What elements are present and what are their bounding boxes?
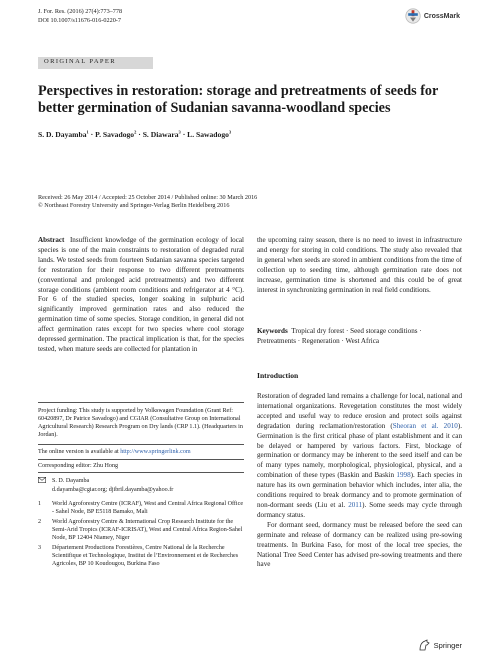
springerlink-link[interactable]: http://www.springerlink.com [120,449,191,455]
online-note [38,448,244,456]
author-separator: · [180,130,188,139]
keywords-text: Tropical dry forest · Seed storage conditions · Pretreatments · Regeneration · West Africa [257,327,422,345]
online-prefix: The online version is available at [38,449,121,455]
affiliation-text: World Agroforestry Centre (ICRAF), West and Central Africa Regional Office - Sahel Node, BP E5118 Bamako, Mali [52,501,244,515]
affiliation-text: Département Productions Forestières, Centre National de la Recherche Scientifique et Technologique, Institut de l’Environnement et de Recherches Agricoles, BP 10 Koudougou, Burkina Faso [52,545,239,567]
abstract-text-right: the upcoming rainy season, there is no need to invest in infrastructure and energy for storing in cold conditions. The study also revealed that in general when seeds are stored in ambient conditions from the time of collection up to seeding time, although germination rate does not increase, germination time is shortened and this could be of great interest in synchronizing germination in real field conditions. [257,236,462,294]
divider-contact [38,472,244,473]
author-name[interactable]: S. Diawara [142,130,179,139]
affiliation-item [38,500,244,516]
abstract-right [257,236,462,295]
crossmark-label: CrossMark [423,12,460,20]
publisher-name: Springer [433,640,462,650]
doi-line: DOI 10.1007/s11676-016-0220-7 [38,16,121,24]
footnote-divider [38,402,244,403]
keywords [257,327,462,347]
funding-text: Project funding: This study is supported by Volkswagen Foundation (Grant Ref: 60420897, Dr Patrice Savadogo) and CGIAR (Consultative Group on International Agricultural Research) Research Program on Dry lands (CRP 1.1). (Headquarters in Jordan). [38,408,243,438]
corresponding-author [38,477,244,570]
affiliation-number: 3 [38,545,42,551]
author-affiliation-mark: 1 [86,129,89,135]
introduction-paragraph-1: Restoration of degraded land remains a challenge for local, national and international organizations. Revegetation constitutes the most widely accepted and useful way to reduce erosion and protect soils against degradation during reclamation/restoration (Sheoran et al. 2010). Germination is the first critical phase of plant establishment and it can be delayed or hampered by various factors. First, blockage of germination or dormancy may be inherent to the seed itself and can be of many types namely, morphological, physiological, physical, and a combination of these types (Baskin and Baskin 1998). Each species in nature has its own germination behavior which includes, inter alia, the conditions required to break dormancy and to promote germination of non-dormant seeds (Liu et al. 2011). Some seeds may cycle through dormancy status. [257,392,462,519]
affiliation-number: 2 [38,519,42,525]
author-affiliation-mark: 3 [178,129,181,135]
abstract-left [38,236,244,355]
funding-note [38,407,244,439]
introduction-body [257,392,462,570]
corresponding-email[interactable]: d.dayamba@cgiar.org; djibril.dayamba@yahoo.fr [52,487,174,493]
author-name[interactable]: P. Savadogo [95,130,135,139]
crossmark-badge[interactable] [405,8,460,24]
abstract-label: Abstract [38,236,65,244]
editor-text: Corresponding editor: Zhu Hong [38,463,119,469]
journal-header [38,8,122,25]
editor-note [38,462,244,470]
crossmark-icon [405,8,421,24]
divider-editor [38,459,244,460]
author-affiliation-mark: 2 [134,129,137,135]
keywords-label: Keywords [257,327,288,335]
author-separator: · [136,130,143,139]
article-title: Perspectives in restoration: storage and pretreatments of seeds for better germination of Sudanian savanna-woodland species [38,83,439,116]
affiliation-item [38,544,244,568]
journal-citation: J. For. Res. (2016) 27(4):773–778 [38,8,123,15]
divider-online [38,444,244,445]
affiliation-text: World Agroforestry Centre & International Crop Research Institute for the Semi-Arid Tropics (ICRAF-ICRISAT), West and Central Africa Region-Sahel Node, BP 12404 Niamey, Niger [52,519,243,541]
author-name[interactable]: L. Sawadogo [187,130,229,139]
author-separator: · [88,130,96,139]
citation-link[interactable]: 2011 [348,500,363,509]
publication-dates [38,194,468,210]
springer-logo [418,639,462,651]
springer-horse-icon [418,639,430,651]
article-type-badge [38,57,153,69]
abstract-text-left: Insufficient knowledge of the germination ecology of local species is one of the main constraints to restoration of degraded rural lands. We tested seeds from fourteen Sudanian savanna species targeted for restoration for their response to two different pretreatments (conventional and prolonged acid pretreatments) and two different storage conditions (ambient room conditions and refrigerator at 4 °C). For 6 of the studied species, longer soaking in sulphuric acid significantly improved germination rates and also reduced the germination time of some species. Storage condition, in general did not affect germination rates except for two species where cool storage depressed germination. The practical implication is that, for the species tested, when mature seeds are collected for plantation in [38,236,244,353]
received-accepted-line: Received: 26 May 2014 / Accepted: 25 October 2014 / Published online: 30 March 2016 [38,194,258,201]
introduction-paragraph-2: For dormant seed, dormancy must be released before the seed can germinate and release of dormancy can be realized using pre-sowing treatments. In Burkina Faso, for most of the local tree species, the National Tree Seed Center has advised pre-sowing treatments and there have [257,520,462,569]
author-name[interactable]: S. D. Dayamba [38,130,87,139]
citation-link[interactable]: Sheoran et al. 2010 [392,421,458,430]
affiliation-item [38,518,244,542]
copyright-line: © Northeast Forestry University and Springer-Verlag Berlin Heidelberg 2016 [38,202,230,210]
author-list [38,130,231,139]
author-affiliation-mark: 3 [228,129,232,135]
affiliation-list [38,500,244,568]
mail-icon [38,477,46,486]
corresponding-name: S. D. Dayamba [52,478,90,484]
citation-link[interactable]: 1998 [396,471,411,480]
affiliation-number: 1 [38,501,42,507]
introduction-heading: Introduction [257,371,299,380]
article-type-label: ORIGINAL PAPER [44,58,117,65]
